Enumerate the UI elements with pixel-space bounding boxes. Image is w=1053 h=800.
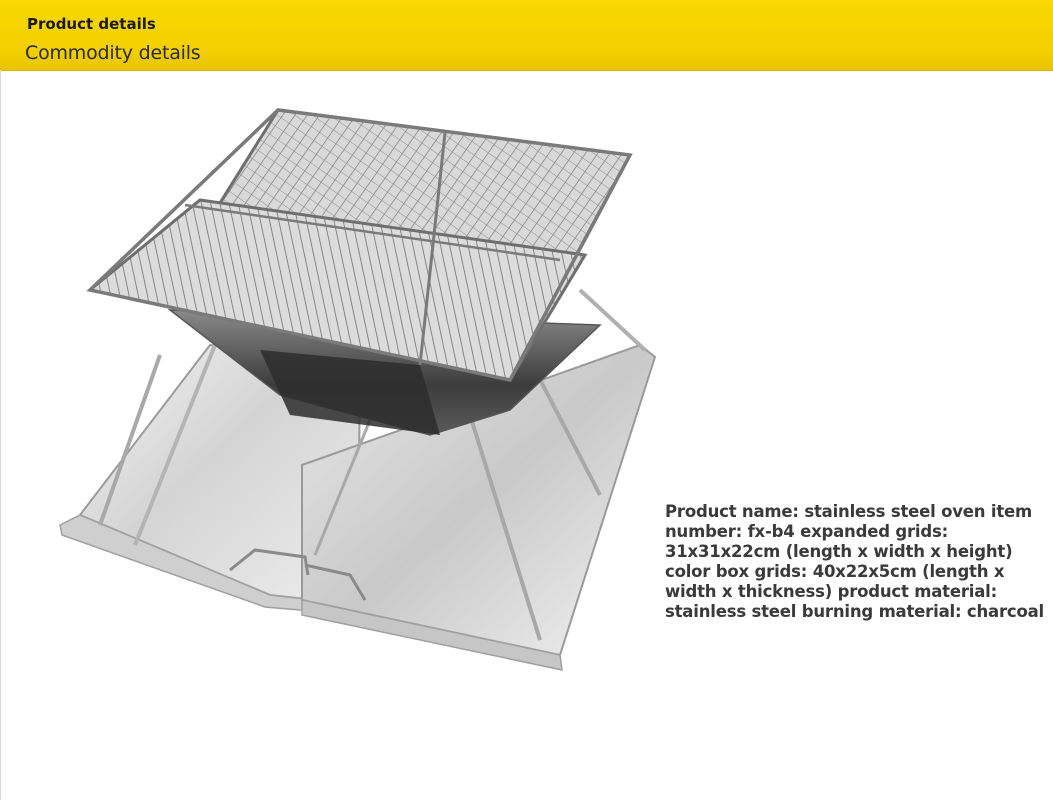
header-banner: [0, 0, 1053, 71]
header-title: Product details: [27, 15, 156, 33]
folding-grill-icon: [40, 95, 680, 695]
page-border: [0, 70, 1, 800]
product-description: Product name: stainless steel oven item number: fx-b4 expanded grids: 31x31x22cm (length x width x height) color box grids: 40x22x5cm (length x width x thickness) product material: stainless steel burning material: charcoal: [665, 502, 1045, 621]
header-subtitle: Commodity details: [25, 42, 201, 64]
